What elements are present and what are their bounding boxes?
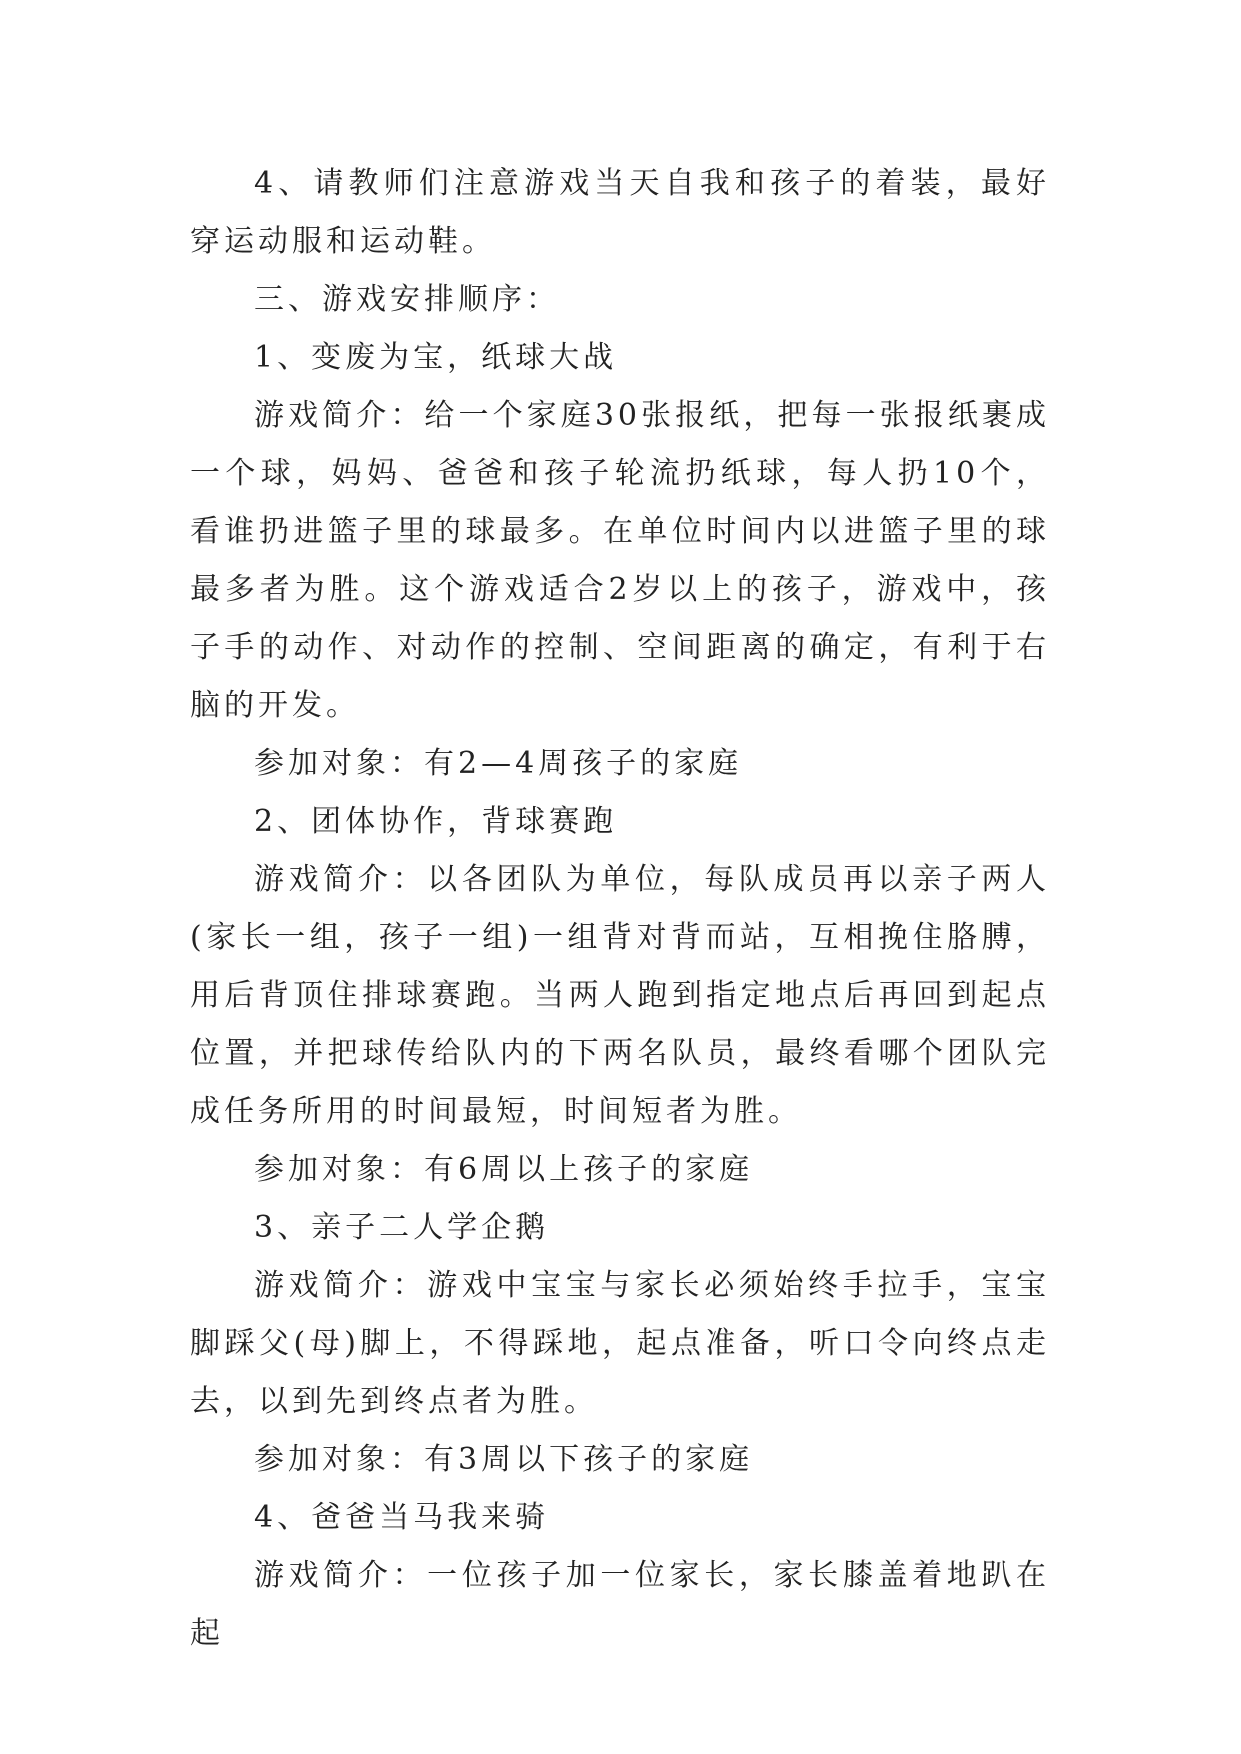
game-1-title: 1、变废为宝，纸球大战 <box>254 340 618 375</box>
game-1-description: 游戏简介：给一个家庭30张报纸，把每一张报纸裹成一个球，妈妈、爸爸和孩子轮流扔纸球，每人扔10个，看谁扔进篮子里的球最多。在单位时间内以进篮子里的球最多者为胜。这个游戏适合2岁以上的孩子，游戏中，孩子手的动作、对动作的控制、空间距离的确定，有利于右脑的开发。 <box>190 398 1050 723</box>
game-2-participants: 参加对象：有6周以上孩子的家庭 <box>254 1152 754 1187</box>
game-2-description: 游戏简介：以各团队为单位，每队成员再以亲子两人(家长一组，孩子一组)一组背对背而站，互相挽住胳膊，用后背顶住排球赛跑。当两人跑到指定地点后再回到起点位置，并把球传给队内的下两名队员，最终看哪个团队完成任务所用的时间最短，时间短者为胜。 <box>190 862 1050 1129</box>
game-4-title: 4、爸爸当马我来骑 <box>254 1500 550 1535</box>
paragraph-attire-note: 4、请教师们注意游戏当天自我和孩子的着装，最好穿运动服和运动鞋。 <box>190 166 1050 259</box>
game-1-participants: 参加对象：有2—4周孩子的家庭 <box>254 746 743 781</box>
section-heading-game-order: 三、游戏安排顺序： <box>254 282 560 317</box>
game-2-title: 2、团体协作，背球赛跑 <box>254 804 618 839</box>
game-3-title: 3、亲子二人学企鹅 <box>254 1210 550 1245</box>
document-body <box>190 155 1050 1663</box>
game-3-participants: 参加对象：有3周以下孩子的家庭 <box>254 1442 754 1477</box>
game-4-description: 游戏简介：一位孩子加一位家长，家长膝盖着地趴在起 <box>190 1558 1050 1651</box>
game-3-description: 游戏简介：游戏中宝宝与家长必须始终手拉手，宝宝脚踩父(母)脚上，不得踩地，起点准备，听口令向终点走去，以到先到终点者为胜。 <box>190 1268 1050 1419</box>
